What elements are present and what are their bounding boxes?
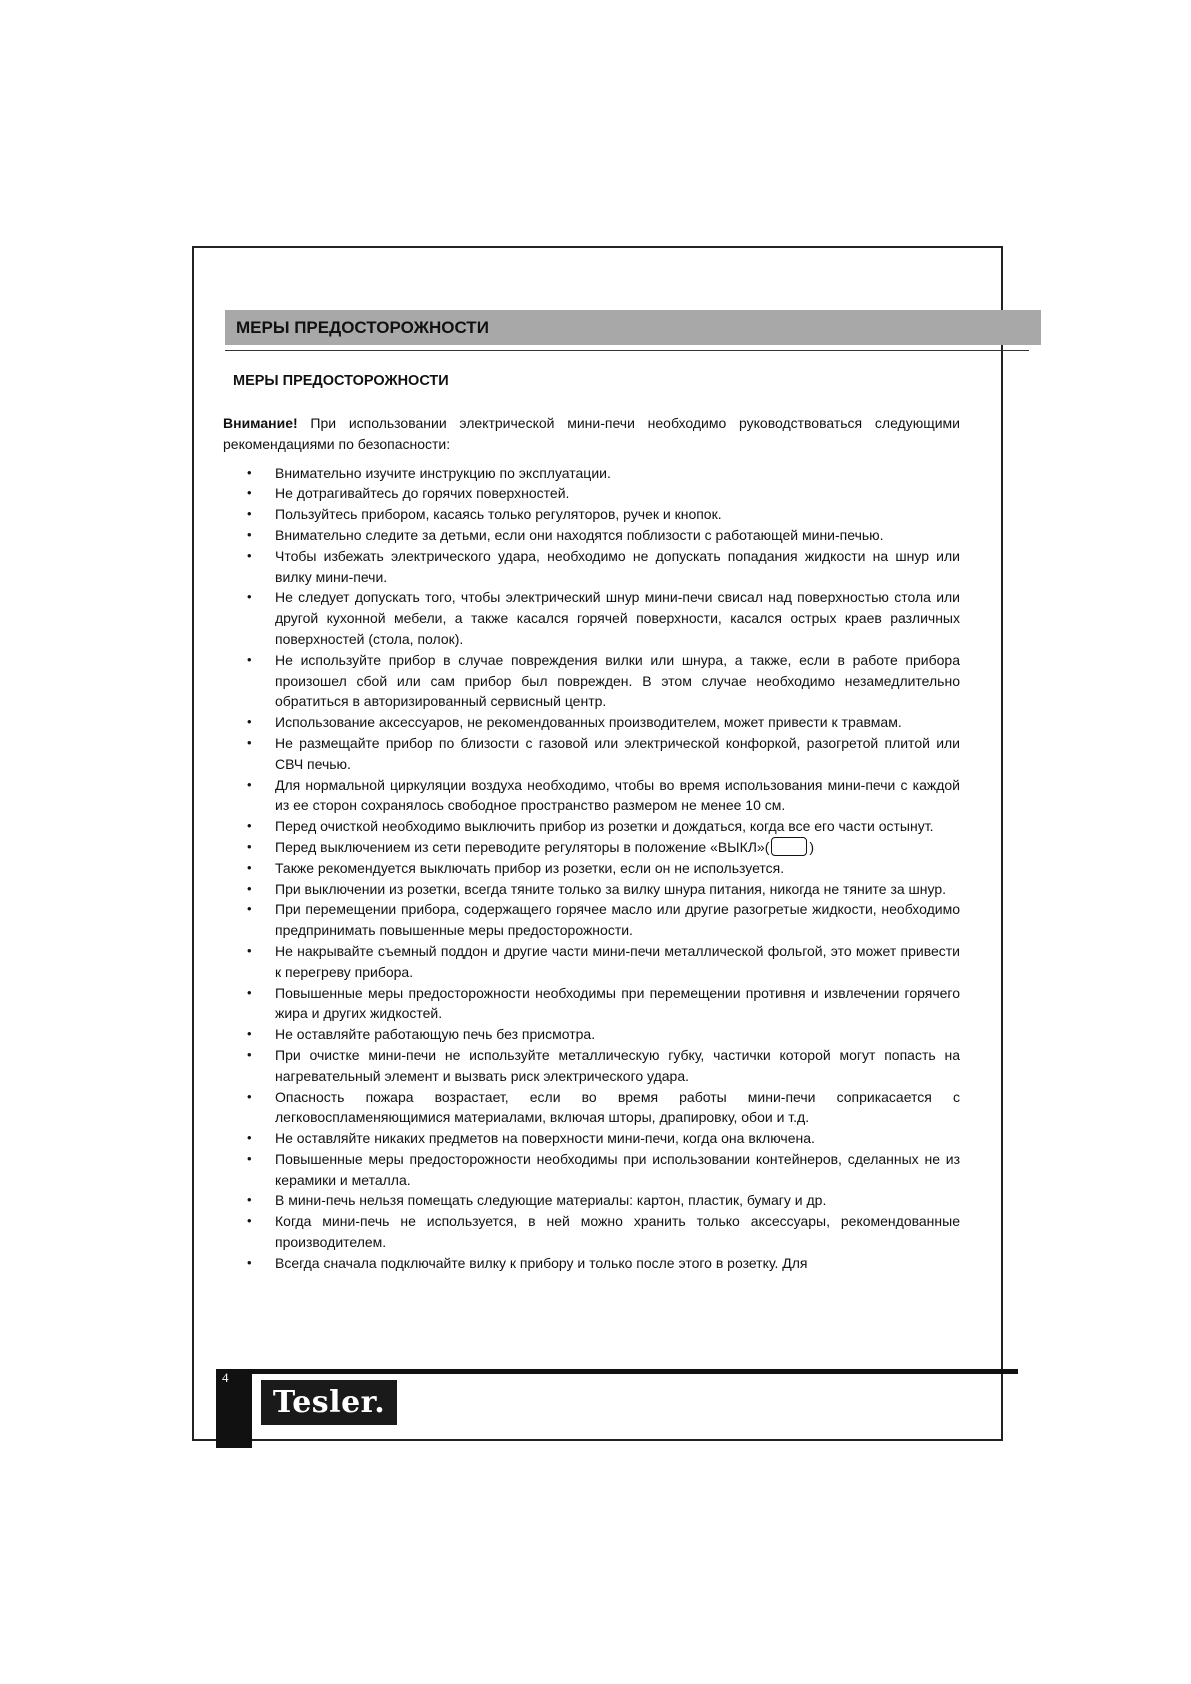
bullet-icon: • [247, 526, 252, 542]
list-item: • Не размещайте прибор по близости с газовой или электрической конфоркой, разогретой плитой или СВЧ печью. [247, 734, 960, 772]
bullet-icon: • [247, 818, 252, 834]
bullet-icon: • [247, 1192, 252, 1208]
intro-paragraph [223, 413, 960, 455]
list-item: • Когда мини-печь не используется, в ней можно хранить только аксессуары, рекомендованные производителем. [247, 1213, 960, 1251]
bullet-icon: • [247, 464, 252, 480]
list-item: • Не накрывайте съемный поддон и другие части мини-печи металлической фольгой, это может привести к перегреву прибора. [247, 942, 960, 980]
bullet-icon: • [247, 1150, 252, 1166]
bullet-icon: • [247, 942, 252, 958]
list-item: • Опасность пожара возрастает, если во время работы мини-печи соприкасается с легковоспламеняющимися материалами, включая шторы, драпировку, обои и т.д. [247, 1088, 960, 1126]
bullet-icon: • [247, 547, 252, 563]
bullet-icon: • [247, 589, 252, 605]
section-title: МЕРЫ ПРЕДОСТОРОЖНОСТИ [233, 373, 449, 389]
page-number: 4 [222, 1370, 229, 1385]
footer-divider [225, 1369, 1018, 1374]
bullet-icon: • [247, 880, 252, 896]
bullet-icon: • [247, 485, 252, 501]
list-item: • В мини-печь нельзя помещать следующие материалы: картон, пластик, бумагу и др. [223, 1190, 960, 1211]
brand-logo: Tesler. [261, 1380, 397, 1425]
bullet-icon: • [247, 1046, 252, 1062]
bullet-icon: • [247, 859, 252, 875]
list-item: • Не оставляйте работающую печь без присмотра. [223, 1024, 960, 1045]
list-item: • При выключении из розетки, всегда тяните только за вилку шнура питания, никогда не тяните за шнур. [223, 879, 960, 900]
list-item: • Чтобы избежать электрического удара, необходимо не допускать попадания жидкости на шнур или вилку мини-печи. [247, 547, 960, 585]
bullet-icon: • [247, 506, 252, 522]
content-body [223, 413, 960, 1274]
bullet-icon: • [247, 714, 252, 730]
list-item: • Повышенные меры предосторожности необходимы при перемещении противня и извлечении горячего жира и других жидкостей. [247, 984, 960, 1022]
list-item: • Не оставляйте никаких предметов на поверхности мини-печи, когда она включена. [223, 1128, 960, 1149]
list-item: • Повышенные меры предосторожности необходимы при использовании контейнеров, сделанных не из керамики и металла. [247, 1150, 960, 1188]
page-header-band [225, 310, 1041, 345]
list-item: • Внимательно изучите инструкцию по эксплуатации. [223, 463, 960, 484]
bullet-icon: • [247, 1254, 252, 1270]
list-item: • При очистке мини-печи не используйте металлическую губку, частички которой могут попасть на нагревательный элемент и вызвать риск электрического удара. [247, 1046, 960, 1084]
bullet-icon: • [247, 984, 252, 1000]
list-item: • Использование аксессуаров, не рекомендованных производителем, может привести к травмам. [223, 712, 960, 733]
list-item: • Не используйте прибор в случае повреждения вилки или шнура, а также, если в работе прибора произошел сбой или сам прибор был поврежден. В этом случае необходимо незамедлительно обратиться в авторизированный сервисный центр. [247, 651, 960, 710]
list-item: • Для нормальной циркуляции воздуха необходимо, чтобы во время использования мини-печи с каждой из ее сторон сохранялось свободное пространство размером не менее 10 см. [247, 776, 960, 814]
safety-list [223, 463, 960, 1274]
list-item: • Пользуйтесь прибором, касаясь только регуляторов, ручек и кнопок. [223, 504, 960, 525]
list-item: • Перед очисткой необходимо выключить прибор из розетки и дождаться, когда все его части остынут. [223, 816, 960, 837]
bullet-icon: • [247, 1088, 252, 1104]
list-item-switch-off: • Перед выключением из сети переводите регуляторы в положение «ВЫКЛ»( ) [223, 837, 960, 858]
intro-warning-label: Внимание! [223, 415, 298, 431]
bullet-icon: • [247, 734, 252, 750]
bullet-icon: • [247, 838, 252, 854]
list-item: • При перемещении прибора, содержащего горячее масло или другие разогретые жидкости, необходимо предпринимать повышенные меры предосторожности. [247, 901, 960, 939]
intro-text: При использовании электрической мини-печи необходимо руководствоваться следующими рекомендациями по безопасности: [223, 415, 960, 452]
page-header-title: МЕРЫ ПРЕДОСТОРОЖНОСТИ [236, 318, 489, 337]
list-item: • Не дотрагивайтесь до горячих поверхностей. [223, 483, 960, 504]
off-position-icon [771, 837, 807, 856]
bullet-icon: • [247, 1130, 252, 1146]
list-item: • Также рекомендуется выключать прибор из розетки, если он не используется. [223, 858, 960, 879]
list-item: • Не следует допускать того, чтобы электрический шнур мини-печи свисал над поверхностью стола или другой кухонной мебели, а также касался горячей поверхности, касался острых краев различных поверхностей (стола, полок). [247, 589, 960, 647]
list-item: • Внимательно следите за детьми, если они находятся поблизости с работающей мини-печью. [223, 525, 960, 546]
bullet-icon: • [247, 776, 252, 792]
bullet-icon: • [247, 1213, 252, 1229]
header-divider [225, 350, 1029, 351]
list-item: • Всегда сначала подключайте вилку к прибору и только после этого в розетку. Для [223, 1253, 960, 1274]
bullet-icon: • [247, 901, 252, 917]
bullet-icon: • [247, 651, 252, 667]
bullet-icon: • [247, 1026, 252, 1042]
